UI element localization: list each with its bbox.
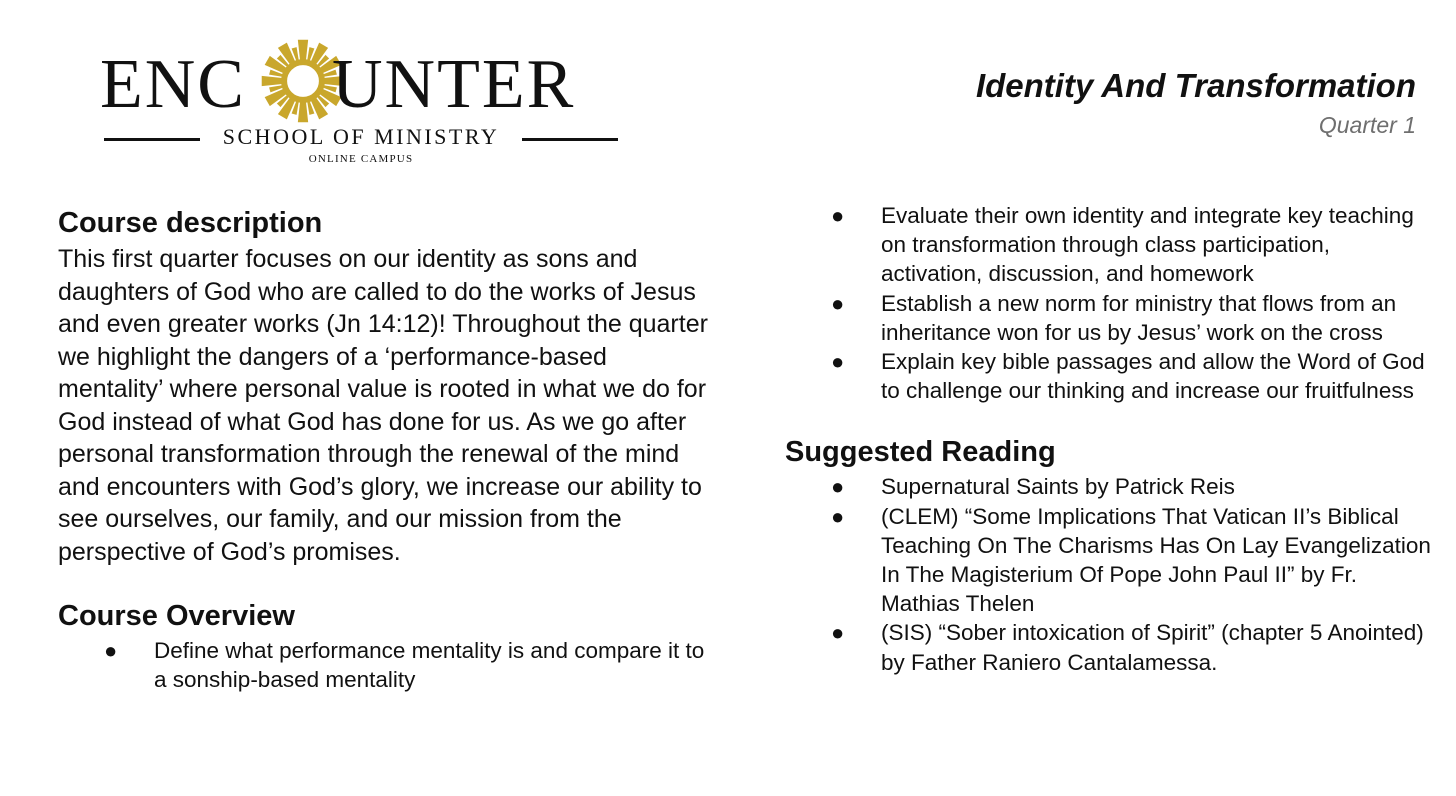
list-item-text: Evaluate their own identity and integrate key teaching on transformation through class participation, activation, discussion, and homework <box>881 203 1414 287</box>
bullet-icon: ● <box>831 290 845 316</box>
title-block <box>976 64 1416 142</box>
bullet-icon: ● <box>831 203 845 228</box>
bullet-icon: ● <box>104 638 118 663</box>
bullet-icon: ● <box>831 620 845 646</box>
bullet-icon: ● <box>831 474 845 500</box>
list-item <box>785 502 1435 619</box>
list-item <box>785 472 1435 501</box>
course-description-heading: Course description <box>58 207 323 239</box>
logo-divider-right <box>522 138 618 141</box>
list-item <box>785 618 1435 676</box>
course-overview-list <box>58 636 718 694</box>
encounter-logo <box>100 38 622 168</box>
list-item-text: Define what performance mentality is and compare it to a sonship-based mentality <box>154 638 705 693</box>
list-item-text: (SIS) “Sober intoxication of Spirit” (chapter 5 Anointed) by Father Raniero Cantalamessa. <box>881 620 1424 675</box>
right-column <box>785 201 1435 677</box>
page-title: Identity And Transformation <box>975 67 1416 104</box>
suggested-reading-heading: Suggested Reading <box>785 436 1056 469</box>
left-column <box>58 203 718 694</box>
list-item-text: Explain key bible passages and allow the Word of God to challenge our thinking and increase our fruitfulness <box>881 349 1425 404</box>
course-description-text: This first quarter focuses on our identity as sons and daughters of God who are called to do the works of Jesus and even greater works (Jn 14:12)! Throughout the quarter we highlight the dangers of a ‘performance-based mentality’ where personal value is rooted in what we do for God instead of what God has done for us. As we go after personal transformation through the renewal of the mind and encounters with God’s glory, we increase our ability to see ourselves, our family, and our mission from the perspective of God’s promises. <box>58 245 708 566</box>
list-item-text: Supernatural Saints by Patrick Reis <box>881 474 1235 500</box>
logo-campus-name: ONLINE CAMPUS <box>308 153 414 165</box>
logo-school-name: SCHOOL OF MINISTRY <box>222 124 500 149</box>
list-item <box>785 347 1435 405</box>
suggested-reading-list <box>785 472 1435 676</box>
list-item <box>785 289 1435 347</box>
course-overview-heading: Course Overview <box>58 600 295 632</box>
course-overview-list-continued <box>785 201 1435 405</box>
list-item <box>58 636 718 694</box>
list-item <box>785 201 1435 289</box>
logo-word-right: UNTER <box>332 46 576 123</box>
section-spacer <box>58 568 718 596</box>
logo-word-left: ENC <box>100 46 246 123</box>
bullet-icon: ● <box>831 503 845 529</box>
logo-divider-left <box>104 138 200 141</box>
list-item-text: Establish a new norm for ministry that flows from an inheritance won for us by Jesus’ work on the cross <box>881 290 1397 345</box>
section-spacer <box>785 405 1435 432</box>
bullet-icon: ● <box>831 349 845 375</box>
list-item-text: (CLEM) “Some Implications That Vatican II’s Biblical Teaching On The Charisms Has On Lay Evangelization In The Magisterium Of Pope John Paul II” by Fr. Mathias Thelen <box>881 503 1431 617</box>
page-subtitle: Quarter 1 <box>1318 112 1416 138</box>
